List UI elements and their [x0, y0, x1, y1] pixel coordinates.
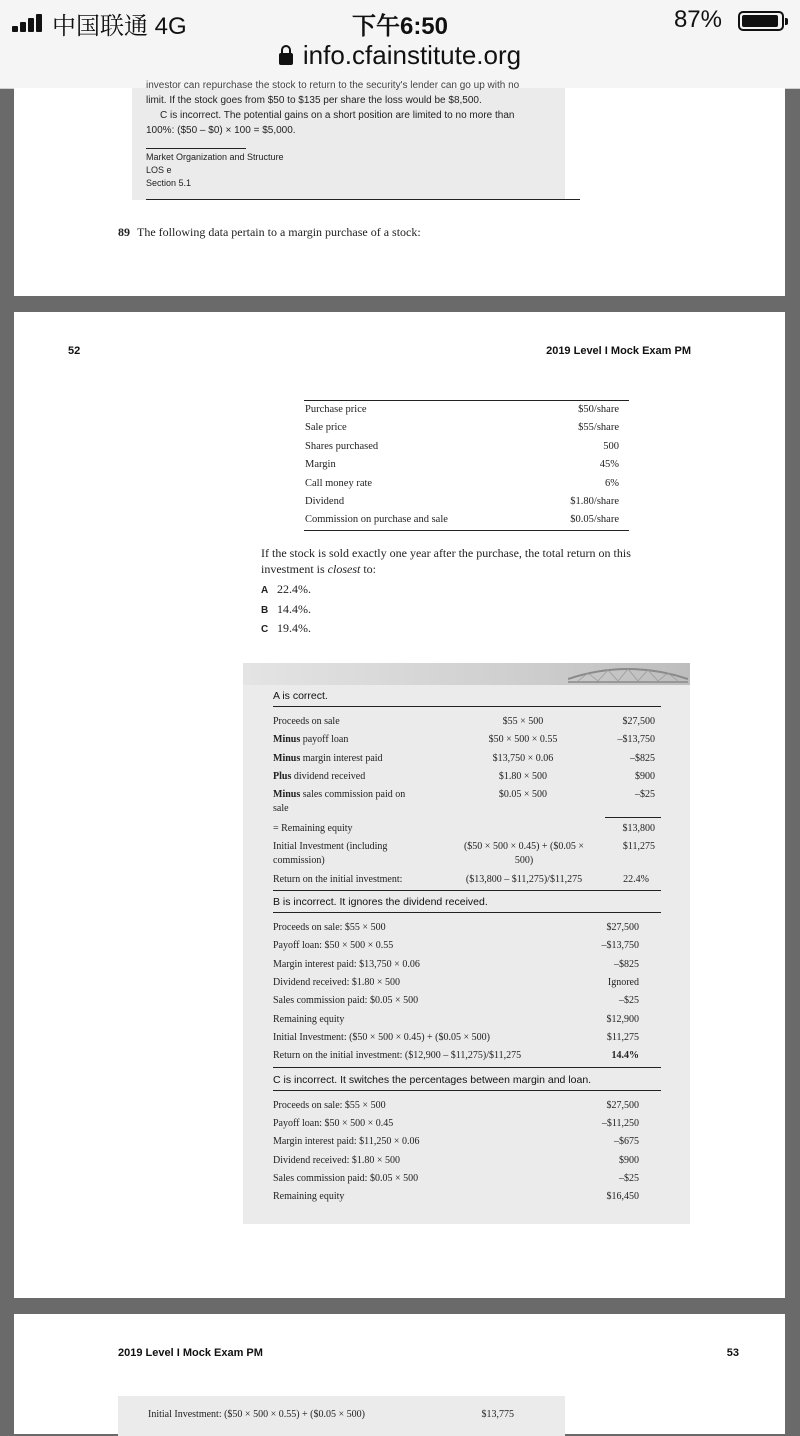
los-reference: LOS e	[146, 165, 172, 175]
b-row-value: Ignored	[607, 977, 639, 988]
a-row-label: Proceeds on sale	[273, 716, 340, 727]
carrier-label: 中国联通 4G	[52, 13, 187, 40]
status-bar	[0, 0, 800, 89]
section-reference: Section 5.1	[146, 178, 192, 188]
question-number: 89	[118, 225, 130, 239]
table-row: Margin 45%	[305, 459, 619, 471]
explanation-line: 100%: ($50 – $0) × 100 = $5,000.	[146, 125, 296, 136]
divider	[273, 890, 661, 891]
divider	[273, 1090, 661, 1091]
c-row-value: $27,500	[606, 1100, 639, 1111]
explanation-line: C is incorrect. The potential gains on a short position are limited to no more than	[160, 110, 515, 121]
b-row-value: –$13,750	[601, 940, 639, 951]
answer-option-b: B 14.4%.	[261, 602, 311, 616]
address-bar[interactable]	[0, 40, 800, 71]
c-row-value: $16,450	[606, 1191, 639, 1202]
c-row-value: –$11,250	[601, 1118, 639, 1129]
table-row: Commission on purchase and sale $0.05/share	[305, 514, 619, 526]
a-row-calc: $0.05 × 500	[498, 789, 548, 800]
b-row-value: –$825	[614, 959, 639, 970]
page-number: 53	[726, 1347, 739, 1359]
a-row-value: $900	[635, 771, 655, 782]
a-row-value: $11,275	[622, 841, 655, 852]
c-row-label: Payoff loan: $50 × 500 × 0.45	[273, 1118, 394, 1129]
a-row-calc: $55 × 500	[502, 716, 544, 727]
pdf-page-53	[14, 1314, 785, 1434]
lock-icon	[279, 53, 293, 65]
battery-percentage: 87%	[673, 6, 722, 33]
c-row-label: Sales commission paid: $0.05 × 500	[273, 1173, 419, 1184]
a-row-label: Minus payoff loan	[273, 734, 349, 745]
question-stem: If the stock is sold exactly one year after the purchase, the total return on this investment is closest to:	[261, 546, 631, 576]
solution-b-title: B is incorrect. It ignores the dividend received.	[273, 896, 488, 908]
pdf-page-52	[14, 312, 785, 1298]
a-row-label: Return on the initial investment:	[273, 874, 403, 885]
pdf-page-51	[14, 80, 785, 296]
a-row-value: $13,800	[622, 823, 655, 834]
a-row-label: = Remaining equity	[273, 823, 353, 834]
c-row-label: Margin interest paid: $11,250 × 0.06	[273, 1136, 420, 1147]
bridge-image	[568, 665, 688, 683]
solution-a-title: A is correct.	[273, 690, 328, 702]
a-row-value: –$825	[630, 753, 655, 764]
divider	[605, 817, 661, 818]
a-row-value: $27,500	[622, 716, 655, 727]
solution-header-bar	[243, 663, 690, 685]
b-row-value: –$25	[619, 995, 639, 1006]
c-row-label: Initial Investment: ($50 × 500 × 0.55) + ($0.05 × 500)	[148, 1409, 365, 1420]
c-row-value: –$25	[619, 1173, 639, 1184]
b-row-label: Margin interest paid: $13,750 × 0.06	[273, 959, 420, 970]
table-row: Purchase price $50/share	[305, 404, 619, 415]
solution-box-continued	[118, 1396, 565, 1436]
table-row: Sale price $55/share	[305, 422, 619, 434]
b-row-label: Initial Investment: ($50 × 500 × 0.45) + ($0.05 × 500)	[273, 1032, 490, 1043]
a-row-calc: $50 × 500 × 0.55	[488, 734, 558, 745]
c-row-value: –$675	[614, 1136, 639, 1147]
b-row-value: $12,900	[606, 1014, 639, 1025]
b-row-label: Proceeds on sale: $55 × 500	[273, 922, 386, 933]
answer-option-c: C 19.4%.	[261, 621, 311, 635]
divider	[273, 706, 661, 707]
c-row-label: Remaining equity	[273, 1191, 345, 1202]
b-row-label: Sales commission paid: $0.05 × 500	[273, 995, 419, 1006]
divider	[273, 1067, 661, 1068]
c-row-value: $13,775	[481, 1409, 514, 1420]
a-row-calc: $13,750 × 0.06	[492, 753, 554, 764]
margin-data-table	[304, 400, 629, 531]
a-row-calc: ($13,800 – $11,275)/$11,275	[465, 874, 583, 885]
c-row-value: $900	[619, 1155, 639, 1166]
a-row-calc: ($50 × 500 × 0.45) + ($0.05 × 500)	[463, 841, 585, 866]
table-row: Call money rate 6%	[305, 477, 619, 489]
b-row-value: $11,275	[606, 1032, 639, 1043]
page-header: 2019 Level I Mock Exam PM	[118, 1347, 263, 1359]
b-row-value: 14.4%	[611, 1050, 639, 1061]
answer-option-a: A 22.4%.	[261, 582, 311, 596]
status-time: 下午6:50	[351, 13, 449, 40]
a-row-label: Plus dividend received	[273, 771, 366, 782]
solution-box	[243, 663, 690, 1224]
a-row-calc: $1.80 × 500	[498, 771, 548, 782]
c-row-label: Proceeds on sale: $55 × 500	[273, 1100, 386, 1111]
answer-explanation-box	[132, 80, 565, 200]
a-row-value: –$13,750	[617, 734, 655, 745]
b-row-label: Return on the initial investment: ($12,900 – $11,275)/$11,275	[273, 1050, 522, 1061]
a-row-label: Initial Investment (including commission)	[273, 841, 388, 866]
table-row: Shares purchased 500	[305, 440, 619, 452]
a-row-label: Minus margin interest paid	[273, 753, 383, 764]
b-row-value: $27,500	[606, 922, 639, 933]
table-row: Dividend $1.80/share	[305, 495, 619, 507]
solution-c-title: C is incorrect. It switches the percentages between margin and loan.	[273, 1074, 592, 1086]
page-header: 2019 Level I Mock Exam PM	[546, 345, 691, 357]
topic-reference: Market Organization and Structure	[146, 152, 284, 162]
clipped-text-line: investor can repurchase the stock to return to the security's lender can go up with no	[146, 80, 520, 91]
b-row-label: Remaining equity	[273, 1014, 345, 1025]
explanation-line: limit. If the stock goes from $50 to $135 per share the loss would be $8,500.	[146, 95, 482, 106]
url-text: info.cfainstitute.org	[302, 40, 522, 70]
divider	[273, 912, 661, 913]
b-row-label: Dividend received: $1.80 × 500	[273, 977, 400, 988]
page-number: 52	[68, 345, 81, 357]
a-row-label: Minus sales commission paid on sale	[273, 789, 406, 814]
c-row-label: Dividend received: $1.80 × 500	[273, 1155, 400, 1166]
battery-icon	[738, 11, 784, 31]
question-text: The following data pertain to a margin purchase of a stock:	[137, 225, 421, 239]
divider	[146, 199, 580, 200]
divider	[146, 148, 246, 149]
a-row-value: –$25	[635, 789, 655, 800]
a-row-value: 22.4%	[623, 874, 649, 885]
b-row-label: Payoff loan: $50 × 500 × 0.55	[273, 940, 394, 951]
